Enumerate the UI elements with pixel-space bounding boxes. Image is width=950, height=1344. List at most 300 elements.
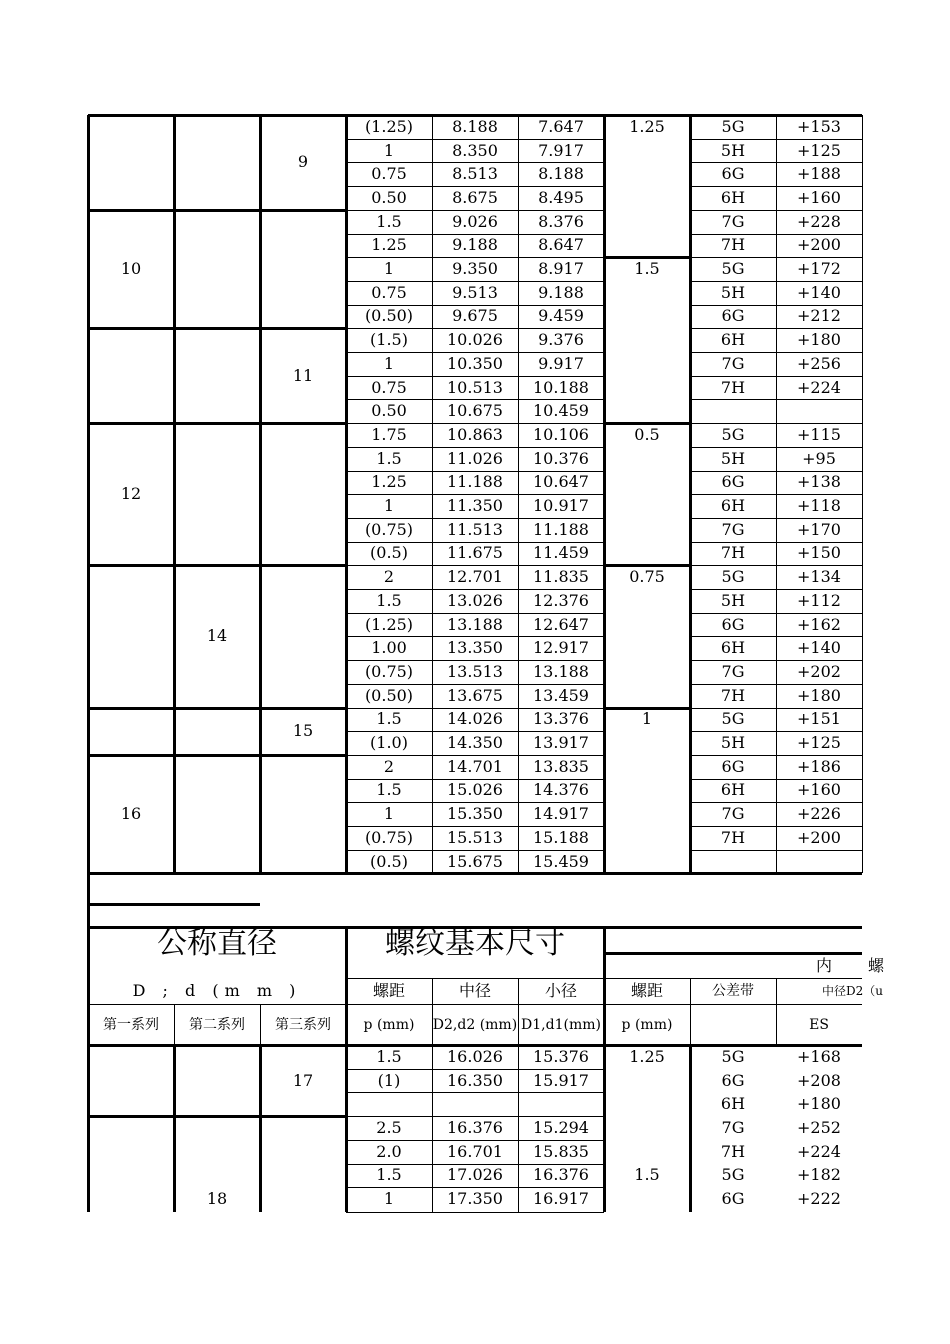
- pitch-cell: (0.75): [364, 519, 414, 539]
- pitch-diameter-header: 中径: [458, 981, 491, 1000]
- pitch-cell: 2: [383, 567, 395, 587]
- grid-line-horizontal: [346, 755, 604, 756]
- pitch-cell: 1: [383, 496, 395, 516]
- pitch-cell: (1.25): [364, 614, 414, 634]
- es-value-cell: +208: [797, 1070, 841, 1090]
- internal-pitch-cell: 0.5: [634, 424, 660, 444]
- pitch-diameter-cell: 15.026: [447, 780, 503, 800]
- pitch-cell: 0.50: [371, 187, 407, 207]
- grid-line-horizontal: [346, 826, 604, 827]
- series-1-header: 第一系列: [103, 1016, 159, 1033]
- tolerance-zone-cell: 7G: [721, 519, 745, 539]
- es-value-cell: +200: [797, 235, 841, 255]
- grid-line-horizontal: [88, 564, 346, 567]
- grid-line-horizontal: [88, 114, 862, 117]
- minor-diameter-cell: 12.376: [533, 590, 589, 610]
- pitch-diameter-cell: 9.026: [452, 211, 498, 231]
- pitch-cell: 1.5: [376, 780, 402, 800]
- pitch-cell: (0.75): [364, 827, 414, 847]
- d1-unit-header: D1,d1(mm): [521, 1016, 601, 1033]
- pitch-diameter-cell: 12.701: [447, 567, 503, 587]
- minor-diameter-cell: [518, 1092, 604, 1116]
- tolerance-zone-cell: 6G: [721, 472, 745, 492]
- grid-line-horizontal: [346, 1212, 604, 1213]
- tolerance-zone-cell: 7G: [721, 353, 745, 373]
- minor-diameter-cell: 9.917: [538, 353, 584, 373]
- pitch-diameter-cell: 10.350: [447, 353, 503, 373]
- minor-diameter-cell: 9.188: [538, 282, 584, 302]
- pitch-diameter-cell: 8.350: [452, 140, 498, 160]
- grid-line-horizontal: [604, 564, 690, 567]
- tolerance-zone-cell: [690, 850, 776, 874]
- tolerance-zone-cell: 6H: [720, 496, 746, 516]
- pitch-cell: 0.75: [371, 282, 407, 302]
- grid-line-horizontal: [604, 256, 690, 259]
- tolerance-zone-cell: 6H: [720, 780, 746, 800]
- grid-line-horizontal: [346, 139, 604, 140]
- pitch-cell: (0.50): [364, 685, 414, 705]
- tolerance-zone-cell: 5G: [721, 709, 745, 729]
- minor-diameter-cell: 15.294: [533, 1117, 589, 1137]
- minor-diameter-cell: 11.459: [533, 543, 589, 563]
- grid-line-horizontal: [88, 422, 346, 425]
- tolerance-zone-cell: [690, 399, 776, 423]
- es-value-cell: +115: [797, 424, 841, 444]
- grid-line-vertical: [518, 1045, 519, 1212]
- pitch-cell: 1: [383, 804, 395, 824]
- grid-line-horizontal: [346, 281, 604, 282]
- pitch-cell: 1.25: [371, 472, 407, 492]
- grid-line-horizontal: [346, 234, 604, 235]
- tolerance-zone-cell: 7G: [721, 1117, 745, 1137]
- grid-line-horizontal: [346, 684, 604, 685]
- grid-line-horizontal: [88, 209, 346, 212]
- minor-diameter-cell: 15.188: [533, 827, 589, 847]
- grid-line-vertical: [173, 115, 176, 873]
- pitch-cell: 1.00: [371, 638, 407, 658]
- pitch-cell: 1.5: [376, 211, 402, 231]
- grid-line-vertical: [174, 1004, 175, 1045]
- pitch-diameter-cell: 17.026: [447, 1165, 503, 1185]
- pitch-cell: 1.5: [376, 448, 402, 468]
- grid-line-vertical: [518, 978, 519, 1045]
- grid-line-vertical: [432, 115, 433, 873]
- pitch-diameter-cell: 15.513: [447, 827, 503, 847]
- es-value-cell: +228: [797, 211, 841, 231]
- grid-line-horizontal: [346, 423, 604, 424]
- grid-line-horizontal: [346, 1116, 604, 1117]
- grid-line-vertical: [345, 115, 348, 873]
- pitch-diameter-cell: 13.675: [447, 685, 503, 705]
- pitch-cell: (0.75): [364, 661, 414, 681]
- tolerance-zone-cell: 6H: [720, 1094, 746, 1114]
- tolerance-zone-cell: 5G: [721, 1165, 745, 1185]
- grid-line-horizontal: [88, 327, 346, 330]
- es-value-cell: +180: [797, 330, 841, 350]
- series-2-header: 第二系列: [189, 1016, 245, 1033]
- pitch-diameter-cell: 9.675: [452, 306, 498, 326]
- grid-line-vertical: [432, 978, 433, 1045]
- minor-diameter-cell: 13.376: [533, 709, 589, 729]
- tolerance-zone-cell: 7H: [720, 1141, 746, 1161]
- grid-line-horizontal: [88, 707, 346, 710]
- pitch-diameter-cell: 8.675: [452, 187, 498, 207]
- grid-line-horizontal: [346, 1092, 604, 1093]
- grid-line-horizontal: [346, 210, 604, 211]
- es-value-cell: [776, 850, 862, 874]
- pitch-diameter-cell: [432, 1092, 518, 1116]
- minor-diameter-cell: 16.376: [533, 1165, 589, 1185]
- grid-line-horizontal: [346, 660, 604, 661]
- minor-diameter-cell: 13.459: [533, 685, 589, 705]
- pitch-cell: (1.25): [364, 116, 414, 136]
- tolerance-zone-cell: 5H: [720, 590, 746, 610]
- minor-diameter-cell: 11.835: [533, 567, 589, 587]
- es-value-cell: +168: [797, 1046, 841, 1066]
- es-value-cell: +125: [797, 140, 841, 160]
- pitch-cell: 1.5: [376, 1046, 402, 1066]
- tolerance-zone-cell: 5G: [721, 116, 745, 136]
- internal-pitch-cell: 1.5: [634, 1165, 660, 1185]
- pitch-diameter-cell: 16.350: [447, 1070, 503, 1090]
- tolerance-pitch-header: 螺距: [630, 981, 663, 1000]
- minor-diameter-cell: 16.917: [533, 1189, 589, 1209]
- pitch-diameter-cell: 16.026: [447, 1046, 503, 1066]
- pitch-cell: 1.25: [371, 235, 407, 255]
- grid-line-horizontal: [346, 352, 604, 353]
- diameter-symbol-label: D ; d (m m ): [132, 981, 302, 1000]
- es-value-cell: +172: [797, 259, 841, 279]
- es-value-cell: +186: [797, 756, 841, 776]
- pitch-diameter-cell: 11.675: [447, 543, 503, 563]
- grid-line-horizontal: [604, 952, 862, 955]
- pitch-cell: 2.5: [376, 1117, 402, 1137]
- grid-line-horizontal: [88, 1004, 346, 1005]
- pitch-cell: 0.75: [371, 377, 407, 397]
- pitch-diameter-cell: 13.513: [447, 661, 503, 681]
- es-value-cell: +95: [802, 448, 836, 468]
- minor-diameter-cell: 10.647: [533, 472, 589, 492]
- pitch-cell: (0.5): [370, 543, 408, 563]
- grid-line-horizontal: [346, 542, 604, 543]
- grid-line-horizontal: [346, 708, 604, 709]
- grid-line-vertical: [603, 115, 606, 873]
- pitch-cell: 1: [383, 1189, 395, 1209]
- series-3-header: 第三系列: [275, 1016, 331, 1033]
- internal-pitch-cell: 1.25: [629, 116, 665, 136]
- grid-line-horizontal: [346, 328, 604, 329]
- grid-line-horizontal: [88, 1115, 346, 1118]
- pitch-diameter-cell: 10.513: [447, 377, 503, 397]
- pitch-diameter-cell: 14.701: [447, 756, 503, 776]
- grid-line-vertical: [260, 1004, 261, 1045]
- pitch-diameter-cell: 10.863: [447, 424, 503, 444]
- minor-diameter-cell: 8.647: [538, 235, 584, 255]
- tolerance-zone-cell: 5G: [721, 424, 745, 444]
- es-value-cell: +118: [797, 496, 841, 516]
- internal-pitch-cell: 1: [641, 709, 653, 729]
- pitch-diameter-cell: 16.376: [447, 1117, 503, 1137]
- grid-line-horizontal: [88, 903, 260, 906]
- minor-diameter-cell: 12.917: [533, 638, 589, 658]
- internal-pitch-cell: 0.75: [629, 567, 665, 587]
- minor-diameter-cell: 10.188: [533, 377, 589, 397]
- pitch-cell: 1.5: [376, 709, 402, 729]
- es-value-cell: +224: [797, 1141, 841, 1161]
- minor-diameter-cell: 10.459: [533, 401, 589, 421]
- pitch-diameter-cell: 8.513: [452, 164, 498, 184]
- grid-line-horizontal: [346, 447, 604, 448]
- tolerance-zone-cell: 6G: [721, 614, 745, 634]
- minor-diameter-cell: 8.376: [538, 211, 584, 231]
- minor-diameter-cell: 9.459: [538, 306, 584, 326]
- tolerance-zone-cell: 6H: [720, 638, 746, 658]
- grid-line-horizontal: [346, 1164, 604, 1165]
- minor-diameter-cell: 13.917: [533, 733, 589, 753]
- nominal-second-series: 18: [206, 1189, 228, 1209]
- grid-line-horizontal: [346, 613, 604, 614]
- tolerance-zone-cell: 6G: [721, 306, 745, 326]
- grid-line-horizontal: [346, 1140, 604, 1141]
- es-value-cell: +200: [797, 827, 841, 847]
- minor-diameter-cell: 13.835: [533, 756, 589, 776]
- minor-diameter-cell: 15.835: [533, 1141, 589, 1161]
- pitch-diameter-cell: 9.513: [452, 282, 498, 302]
- minor-diameter-cell: 10.917: [533, 496, 589, 516]
- tolerance-zone-cell: 6H: [720, 187, 746, 207]
- grid-line-horizontal: [346, 1187, 604, 1188]
- tolerance-zone-cell: 7H: [720, 685, 746, 705]
- nominal-first-series: 12: [120, 484, 142, 504]
- tolerance-zone-cell: 5H: [720, 140, 746, 160]
- es-value-cell: +150: [797, 543, 841, 563]
- pitch-cell: 2.0: [376, 1141, 402, 1161]
- tolerance-zone-cell: 5G: [721, 259, 745, 279]
- pitch-d2-header: 中径D2（u: [822, 984, 883, 998]
- pitch-diameter-cell: 15.350: [447, 804, 503, 824]
- pitch-diameter-cell: 13.350: [447, 638, 503, 658]
- tolerance-zone-cell: 7G: [721, 661, 745, 681]
- tolerance-zone-cell: 5H: [720, 733, 746, 753]
- es-value-cell: +256: [797, 353, 841, 373]
- es-value-cell: +160: [797, 187, 841, 207]
- tolerance-zone-cell: 6G: [721, 1070, 745, 1090]
- minor-diameter-cell: 8.917: [538, 259, 584, 279]
- es-value-cell: +182: [797, 1165, 841, 1185]
- internal-pitch-cell: 1.25: [629, 1046, 665, 1066]
- es-value-cell: +224: [797, 377, 841, 397]
- grid-line-horizontal: [346, 636, 604, 637]
- internal-pitch-cell: 1.5: [634, 259, 660, 279]
- es-value-cell: +138: [797, 472, 841, 492]
- es-value-cell: [776, 399, 862, 423]
- minor-diameter-cell: 15.376: [533, 1046, 589, 1066]
- tolerance-zone-cell: 5G: [721, 1046, 745, 1066]
- grid-line-vertical: [862, 115, 863, 873]
- pitch-diameter-cell: 9.188: [452, 235, 498, 255]
- pitch-header: 螺距: [372, 981, 405, 1000]
- grid-line-vertical: [345, 927, 348, 1045]
- es-header: ES: [809, 1016, 829, 1033]
- grid-line-horizontal: [346, 376, 604, 377]
- grid-line-horizontal: [604, 707, 690, 710]
- minor-diameter-cell: 15.917: [533, 1070, 589, 1090]
- grid-line-horizontal: [346, 186, 604, 187]
- grid-line-horizontal: [346, 257, 604, 258]
- grid-line-horizontal: [346, 779, 604, 780]
- pitch-cell: 1.75: [371, 424, 407, 444]
- minor-diameter-cell: 7.917: [538, 140, 584, 160]
- tolerance-pitch-unit-header: p (mm): [621, 1016, 673, 1033]
- grid-line-vertical: [173, 1045, 176, 1212]
- pitch-diameter-cell: 11.188: [447, 472, 503, 492]
- pitch-cell: (1.5): [370, 330, 408, 350]
- grid-line-vertical: [87, 1045, 90, 1212]
- pitch-cell: (1): [377, 1070, 401, 1090]
- es-value-cell: +180: [797, 685, 841, 705]
- tolerance-zone-cell: 7H: [720, 377, 746, 397]
- tolerance-zone-cell: 7H: [720, 543, 746, 563]
- grid-line-horizontal: [346, 471, 604, 472]
- tolerance-zone-cell: 5H: [720, 448, 746, 468]
- pitch-diameter-cell: 9.350: [452, 259, 498, 279]
- grid-line-vertical: [432, 1045, 433, 1212]
- grid-line-vertical: [603, 927, 606, 1045]
- tolerance-zone-cell: 5G: [721, 567, 745, 587]
- es-value-cell: +252: [797, 1117, 841, 1137]
- nominal-third-series: 15: [292, 721, 314, 741]
- grid-line-horizontal: [346, 518, 604, 519]
- pitch-diameter-cell: 10.026: [447, 330, 503, 350]
- es-value-cell: +222: [797, 1189, 841, 1209]
- minor-diameter-cell: 8.495: [538, 187, 584, 207]
- tolerance-zone-cell: 7G: [721, 804, 745, 824]
- grid-line-vertical: [776, 978, 777, 1045]
- tolerance-zone-cell: 6G: [721, 164, 745, 184]
- minor-diameter-cell: 10.106: [533, 424, 589, 444]
- basic-dimensions-title: 螺纹基本尺寸: [385, 926, 565, 961]
- grid-line-horizontal: [346, 305, 604, 306]
- tolerance-zone-cell: 6G: [721, 1189, 745, 1209]
- minor-diameter-cell: 8.188: [538, 164, 584, 184]
- minor-diameter-cell: 14.917: [533, 804, 589, 824]
- pitch-diameter-cell: 11.513: [447, 519, 503, 539]
- nominal-first-series: 16: [120, 804, 142, 824]
- minor-diameter-cell: 12.647: [533, 614, 589, 634]
- pitch-diameter-cell: 11.026: [447, 448, 503, 468]
- pitch-cell: (1.0): [370, 733, 408, 753]
- grid-line-horizontal: [346, 850, 604, 851]
- grid-line-horizontal: [604, 422, 690, 425]
- minor-diameter-cell: 14.376: [533, 780, 589, 800]
- pitch-cell: 2: [383, 756, 395, 776]
- pitch-diameter-cell: 13.026: [447, 590, 503, 610]
- pitch-cell: [346, 1092, 432, 1116]
- pitch-cell: 1.5: [376, 1165, 402, 1185]
- grid-line-vertical: [259, 1045, 262, 1212]
- pitch-diameter-cell: 10.675: [447, 401, 503, 421]
- pitch-diameter-cell: 11.350: [447, 496, 503, 516]
- nominal-third-series: 11: [292, 365, 314, 385]
- pitch-cell: 0.50: [371, 401, 407, 421]
- grid-line-horizontal: [346, 1069, 604, 1070]
- grid-line-vertical: [776, 115, 777, 873]
- grid-line-horizontal: [346, 565, 604, 566]
- pitch-cell: 1: [383, 353, 395, 373]
- nominal-diameter-title: 公称直径: [157, 926, 277, 961]
- pitch-unit-header: p (mm): [363, 1016, 415, 1033]
- es-value-cell: +170: [797, 519, 841, 539]
- pitch-cell: 1.5: [376, 590, 402, 610]
- pitch-diameter-cell: 8.188: [452, 116, 498, 136]
- pitch-cell: (0.50): [364, 306, 414, 326]
- pitch-diameter-cell: 14.026: [447, 709, 503, 729]
- grid-line-vertical: [603, 1045, 606, 1212]
- tolerance-zone-cell: 6G: [721, 756, 745, 776]
- grid-line-vertical: [690, 978, 691, 1045]
- grid-line-vertical: [518, 115, 519, 873]
- es-value-cell: +180: [797, 1094, 841, 1114]
- grid-line-vertical: [689, 115, 692, 873]
- es-value-cell: +188: [797, 164, 841, 184]
- minor-diameter-cell: 9.376: [538, 330, 584, 350]
- es-value-cell: +153: [797, 116, 841, 136]
- minor-diameter-cell: 13.188: [533, 661, 589, 681]
- grid-line-horizontal: [346, 162, 604, 163]
- grid-line-vertical: [87, 115, 90, 873]
- es-value-cell: +140: [797, 282, 841, 302]
- grid-line-horizontal: [346, 494, 604, 495]
- pitch-diameter-cell: 17.350: [447, 1189, 503, 1209]
- es-value-cell: +125: [797, 733, 841, 753]
- tolerance-zone-cell: 5H: [720, 282, 746, 302]
- pitch-cell: 1: [383, 259, 395, 279]
- pitch-diameter-cell: 16.701: [447, 1141, 503, 1161]
- grid-line-horizontal: [88, 754, 346, 757]
- es-value-cell: +151: [797, 709, 841, 729]
- grid-line-horizontal: [88, 872, 862, 875]
- nominal-first-series: 10: [120, 259, 142, 279]
- grid-line-vertical: [689, 1045, 692, 1212]
- es-value-cell: +212: [797, 306, 841, 326]
- grid-line-horizontal: [346, 399, 604, 400]
- grid-line-horizontal: [346, 802, 604, 803]
- es-value-cell: +140: [797, 638, 841, 658]
- grid-line-vertical: [345, 1045, 348, 1212]
- es-value-cell: +226: [797, 804, 841, 824]
- pitch-diameter-cell: 14.350: [447, 733, 503, 753]
- es-value-cell: +112: [797, 590, 841, 610]
- minor-diameter-cell: 15.459: [533, 851, 589, 871]
- minor-diameter-header: 小径: [544, 981, 577, 1000]
- tolerance-zone-cell: 7H: [720, 235, 746, 255]
- es-value-cell: +202: [797, 661, 841, 681]
- grid-line-vertical: [259, 115, 262, 873]
- grid-line-horizontal: [346, 589, 604, 590]
- pitch-diameter-cell: 15.675: [447, 851, 503, 871]
- tolerance-zone-cell: 7H: [720, 827, 746, 847]
- d2-unit-header: D2,d2 (mm): [432, 1016, 518, 1033]
- pitch-diameter-cell: 13.188: [447, 614, 503, 634]
- nominal-third-series: 9: [297, 152, 309, 172]
- es-value-cell: +162: [797, 614, 841, 634]
- pitch-cell: (0.5): [370, 851, 408, 871]
- minor-diameter-cell: 7.647: [538, 116, 584, 136]
- pitch-cell: 1: [383, 140, 395, 160]
- internal-thread-title: 内 螺: [816, 955, 895, 975]
- tolerance-zone-cell: 6H: [720, 330, 746, 350]
- es-value-cell: +160: [797, 780, 841, 800]
